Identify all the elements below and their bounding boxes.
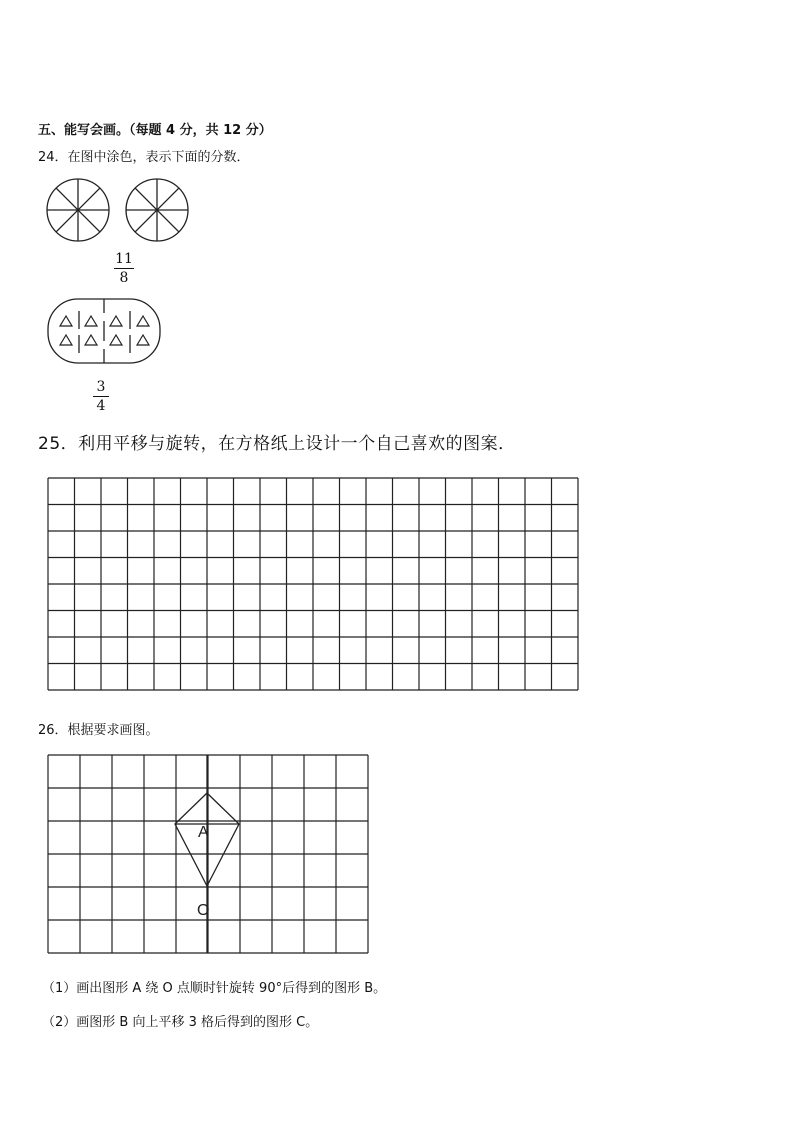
question-26-part-1: （1）画出图形 A 绕 O 点顺时针旋转 90°后得到的图形 B。 <box>42 981 387 996</box>
question-26-text: 26．根据要求画图。 <box>38 723 159 738</box>
fraction-denominator: 8 <box>119 270 129 286</box>
section-title: 五、能写会画。（每题 4 分，共 12 分） <box>38 123 272 138</box>
question-24-text: 24．在图中涂色，表示下面的分数． <box>38 150 250 165</box>
fraction-numerator: 11 <box>115 251 133 267</box>
label-a: A <box>198 824 209 841</box>
circle-eighths-1 <box>47 179 109 241</box>
triangles-stadium-figure <box>46 297 164 367</box>
circle-eighths-2 <box>126 179 188 241</box>
fraction-three-quarters <box>93 380 109 413</box>
rotation-grid <box>46 751 370 957</box>
circles-eighths-figure <box>40 174 200 246</box>
label-o: O <box>197 902 210 919</box>
fraction-bar <box>93 396 109 397</box>
fraction-denominator: 4 <box>96 398 106 414</box>
design-grid <box>47 477 579 691</box>
fraction-numerator: 3 <box>96 379 106 395</box>
fraction-bar <box>114 268 134 269</box>
question-26-part-2: （2）画图形 B 向上平移 3 格后得到的图形 C。 <box>42 1015 319 1030</box>
fraction-eleven-eighths <box>114 252 134 285</box>
question-25-text: 25．利用平移与旋转，在方格纸上设计一个自己喜欢的图案． <box>38 434 516 454</box>
